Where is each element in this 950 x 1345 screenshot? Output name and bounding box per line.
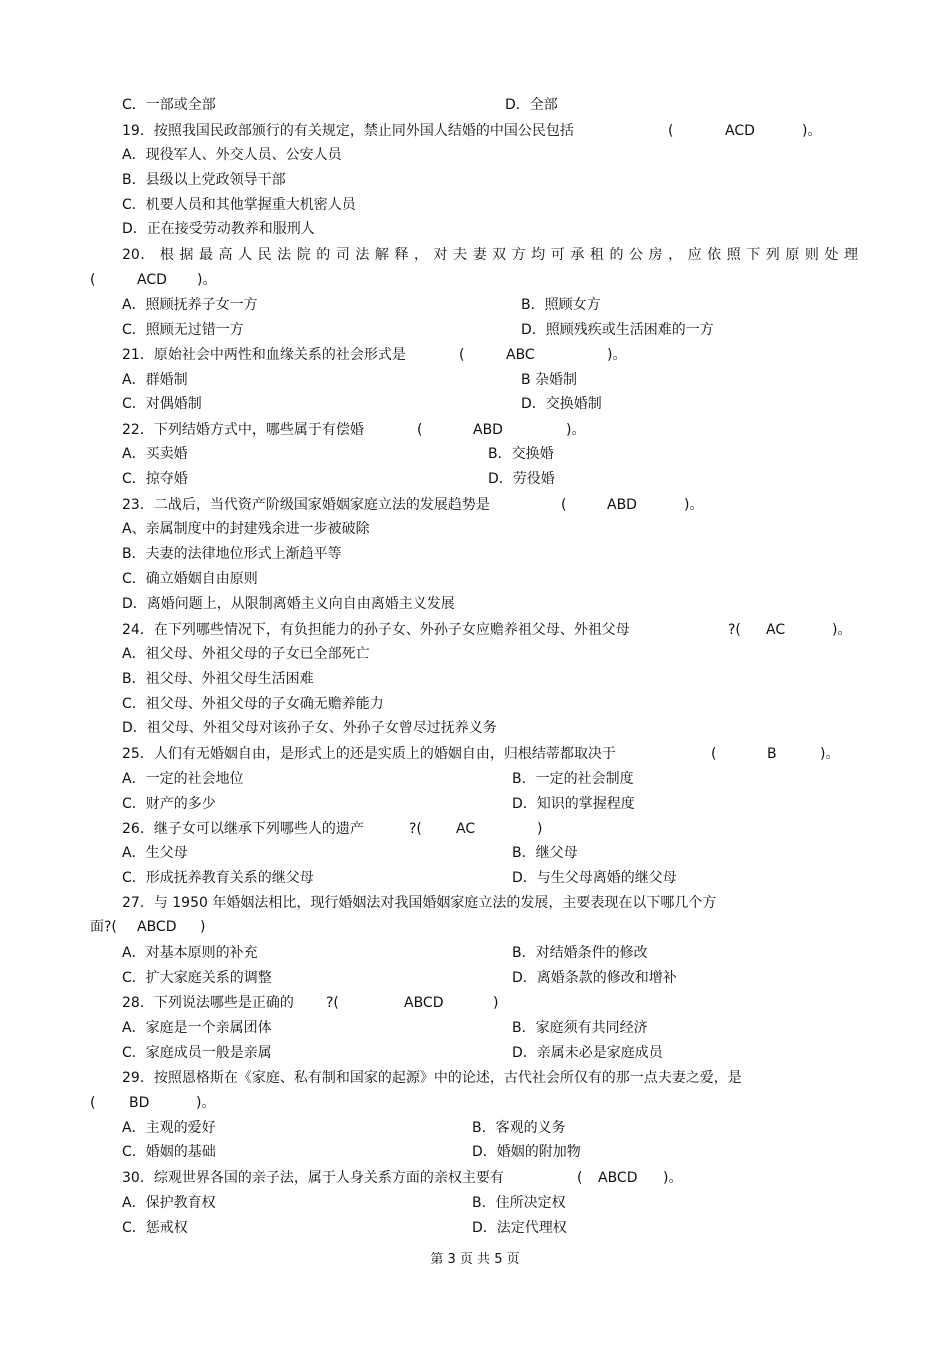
q19-stem: 19．按照我国民政部颁行的有关规定，禁止同外国人结婚的中国公民包括 — [122, 123, 574, 139]
q19-paren-close: )。 — [802, 123, 822, 139]
q19-option-a: A．现役军人、外交人员、公安人员 — [122, 147, 342, 163]
q24-stem: 24．在下列哪些情况下，有负担能力的孙子女、外孙子女应赡养祖父母、外祖父母 — [122, 622, 630, 638]
q24-answer: AC — [766, 622, 786, 638]
q30-paren-open: ( — [577, 1170, 583, 1186]
q26-option-b: B．继父母 — [512, 845, 578, 861]
q29-option-a: A．主观的爱好 — [122, 1120, 216, 1136]
q30-answer: ABCD — [598, 1170, 638, 1186]
q20-option-a: A．照顾抚养子女一方 — [122, 297, 258, 313]
q22-paren-close: )。 — [566, 422, 586, 438]
q21-answer: ABC — [506, 347, 535, 363]
q19-option-b: B．县级以上党政领导干部 — [122, 172, 286, 188]
q23-paren-open: ( — [561, 497, 567, 513]
q18-option-c: C．一部或全部 — [122, 97, 216, 113]
q22-option-c: C．掠夺婚 — [122, 471, 188, 487]
q27-stem: 27．与 1950 年婚姻法相比，现行婚姻法对我国婚姻家庭立法的发展，主要表现在以下哪几个方 — [122, 895, 717, 911]
q26-answer: AC — [456, 821, 476, 837]
q25-option-d: D．知识的掌握程度 — [512, 796, 635, 812]
q28-paren-close: ) — [493, 995, 499, 1011]
q30-option-a: A．保护教育权 — [122, 1195, 216, 1211]
q24-option-b: B．祖父母、外祖父母生活困难 — [122, 671, 314, 687]
q23-option-b: B．夫妻的法律地位形式上渐趋平等 — [122, 546, 342, 562]
q21-option-a: A．群婚制 — [122, 372, 188, 388]
q24-option-c: C．祖父母、外祖父母的子女确无赡养能力 — [122, 696, 384, 712]
q28-option-c: C．家庭成员一般是亲属 — [122, 1045, 272, 1061]
q20-answer: ACD — [137, 272, 167, 288]
q24-paren-open: ?( — [728, 622, 741, 638]
q30-option-c: C．惩戒权 — [122, 1220, 188, 1236]
q22-option-a: A．买卖婚 — [122, 446, 188, 462]
q20-paren-close: )。 — [197, 272, 217, 288]
q27-option-c: C．扩大家庭关系的调整 — [122, 970, 272, 986]
q25-paren-open: ( — [711, 746, 717, 762]
q22-option-b: B．交换婚 — [488, 446, 554, 462]
q28-option-d: D．亲属未必是家庭成员 — [512, 1045, 663, 1061]
q19-paren-open: ( — [668, 123, 674, 139]
q25-option-a: A．一定的社会地位 — [122, 771, 244, 787]
q26-stem: 26．继子女可以继承下列哪些人的遗产 — [122, 821, 364, 837]
q28-answer: ABCD — [404, 995, 444, 1011]
q27-option-a: A．对基本原则的补充 — [122, 945, 258, 961]
q29-option-d: D．婚姻的附加物 — [472, 1144, 581, 1160]
q30-option-d: D．法定代理权 — [472, 1220, 567, 1236]
q29-answer: BD — [129, 1095, 150, 1111]
q23-option-d: D．离婚问题上，从限制离婚主义向自由离婚主义发展 — [122, 596, 455, 612]
q28-paren-open: ?( — [326, 995, 339, 1011]
q21-option-b: B 杂婚制 — [521, 372, 578, 388]
page-number-footer: 第 3 页 共 5 页 — [430, 1252, 520, 1267]
q26-paren-close: ) — [537, 821, 543, 837]
q19-option-c: C．机要人员和其他掌握重大机密人员 — [122, 197, 356, 213]
q20-option-d: D．照顾残疾或生活困难的一方 — [521, 322, 714, 338]
q30-stem: 30．综观世界各国的亲子法，属于人身关系方面的亲权主要有 — [122, 1170, 504, 1186]
q21-option-c: C．对偶婚制 — [122, 396, 202, 412]
q30-paren-close: )。 — [663, 1170, 683, 1186]
q27-answer: ABCD — [137, 919, 177, 935]
q30-option-b: B．住所决定权 — [472, 1195, 566, 1211]
q19-option-d: D．正在接受劳动教养和服刑人 — [122, 221, 315, 237]
q21-stem: 21．原始社会中两性和血缘关系的社会形式是 — [122, 347, 406, 363]
q23-answer: ABD — [607, 497, 637, 513]
q20-option-b: B．照顾女方 — [521, 297, 601, 313]
q20-stem: 20． 根 据 最 高 人 民 法 院 的 司 法 解 释 ， 对 夫 妻 双 方 均 可 承 租 的 公 房 ， 应 依 照 下 列 原 则 处 理 — [122, 247, 858, 263]
q29-option-c: C．婚姻的基础 — [122, 1144, 216, 1160]
q22-option-d: D．劳役婚 — [488, 471, 555, 487]
q28-stem: 28．下列说法哪些是正确的 — [122, 995, 294, 1011]
q21-option-d: D．交换婚制 — [521, 396, 602, 412]
q23-option-c: C．确立婚姻自由原则 — [122, 571, 258, 587]
q25-paren-close: )。 — [820, 746, 840, 762]
q26-option-a: A．生父母 — [122, 845, 188, 861]
q25-stem: 25．人们有无婚姻自由，是形式上的还是实质上的婚姻自由，归根结蒂都取决于 — [122, 746, 616, 762]
q22-answer: ABD — [473, 422, 503, 438]
q26-option-c: C．形成抚养教育关系的继父母 — [122, 870, 314, 886]
q27-paren-close: ) — [200, 919, 206, 935]
q29-option-b: B．客观的义务 — [472, 1120, 566, 1136]
q26-option-d: D．与生父母离婚的继父母 — [512, 870, 677, 886]
q18-option-d: D．全部 — [505, 97, 558, 113]
q23-stem: 23．二战后，当代资产阶级国家婚姻家庭立法的发展趋势是 — [122, 497, 490, 513]
q24-option-d: D．祖父母、外祖父母对该孙子女、外孙子女曾尽过抚养义务 — [122, 720, 497, 736]
q24-paren-close: )。 — [832, 622, 852, 638]
q27-option-b: B．对结婚条件的修改 — [512, 945, 648, 961]
q28-option-a: A．家庭是一个亲属团体 — [122, 1020, 272, 1036]
q24-option-a: A．祖父母、外祖父母的子女已全部死亡 — [122, 646, 370, 662]
q27-option-d: D．离婚条款的修改和增补 — [512, 970, 677, 986]
q25-option-b: B．一定的社会制度 — [512, 771, 634, 787]
q19-answer: ACD — [725, 123, 755, 139]
q29-paren-close: )。 — [196, 1095, 216, 1111]
q26-paren-open: ?( — [409, 821, 422, 837]
q23-option-a: A、亲属制度中的封建残余进一步被破除 — [122, 521, 370, 537]
q25-option-c: C．财产的多少 — [122, 796, 216, 812]
q29-paren-open: ( — [90, 1095, 96, 1111]
q20-option-c: C．照顾无过错一方 — [122, 322, 244, 338]
q29-stem: 29．按照恩格斯在《家庭、私有制和国家的起源》中的论述，古代社会所仅有的那一点夫妻之爱，是 — [122, 1070, 742, 1086]
q25-answer: B — [767, 746, 777, 762]
q22-stem: 22．下列结婚方式中，哪些属于有偿婚 — [122, 422, 364, 438]
q28-option-b: B．家庭须有共同经济 — [512, 1020, 648, 1036]
q23-paren-close: )。 — [684, 497, 704, 513]
q27-stem-continued: 面?( — [90, 919, 117, 935]
q20-paren-open: ( — [90, 272, 96, 288]
q21-paren-open: ( — [459, 347, 465, 363]
q22-paren-open: ( — [417, 422, 423, 438]
q21-paren-close: )。 — [607, 347, 627, 363]
